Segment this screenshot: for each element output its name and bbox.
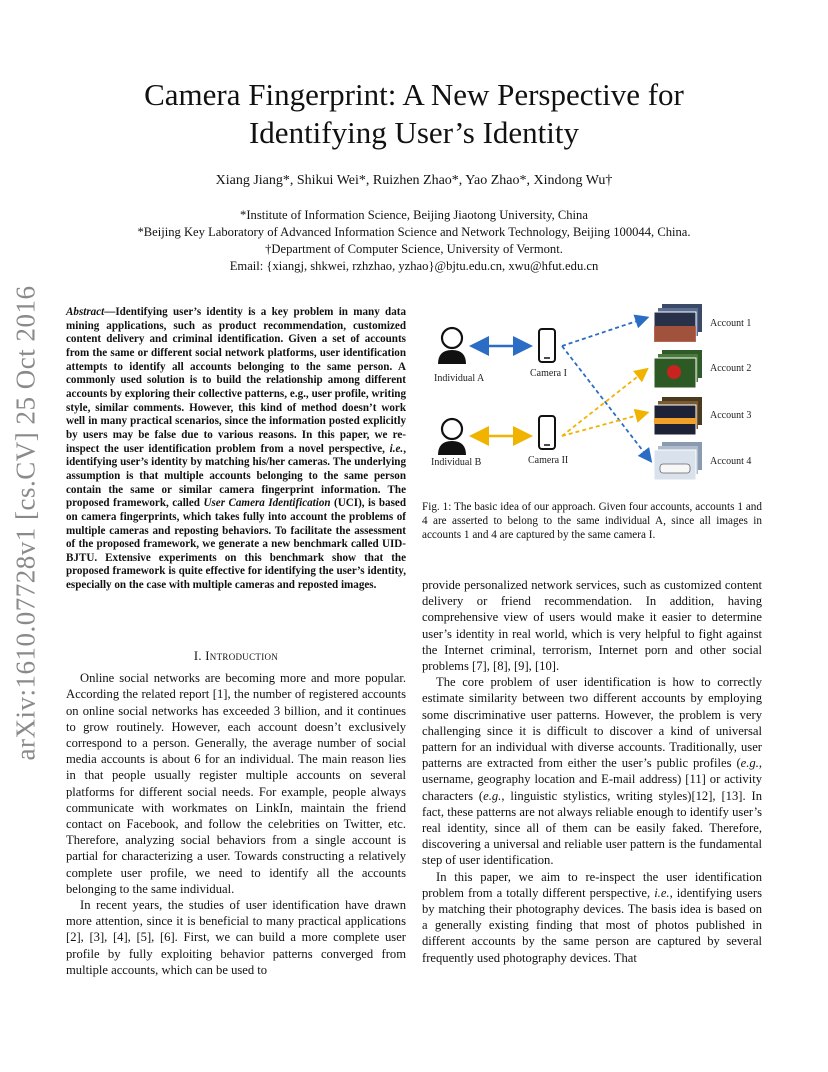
- paragraph: Online social networks are becoming more and more popular. According the related report [1], the number of registered accounts on online social networks has exceeded 3 billion, and it continues to grow routinely. However, each account doesn’t exclusively correspond to a person. Generally, the average number of social media accounts is about 6 for an individual. The main reason lies in that people usually register multiple accounts on several platforms for different social needs. For example, people always communicate with workmates on LinkIn, maintain the friend contact on Facebook, and follow the celebrities on Twitter, etc. Therefore, analyzing social behaviors from a single account is partial for characterizing a user. Towards constructing a relatively complete user profile, we need to identify all the accounts belonging to the same individual.: [66, 671, 406, 896]
- link-arrow: [562, 413, 646, 436]
- paper-title: Camera Fingerprint: A New Perspective for Identifying User’s Identity: [144, 77, 684, 150]
- email-line: Email: {xiangj, shkwei, rzhzhao, yzhao}@bjtu.edu.cn, xwu@hfut.edu.cn: [229, 259, 599, 273]
- photo-stack-4: [654, 442, 702, 480]
- account-1-label: Account 1: [710, 318, 752, 329]
- paragraph: In this paper, we aim to re-inspect the user identification problem from a totally different perspective, i.e., identifying users by matching their photography devices. The basis idea is based on a generally existing finding that most of photos published in different accounts by the same person are captured by several frequently used photography devices. That: [422, 869, 762, 965]
- link-arrow: [562, 370, 646, 436]
- paragraph: The core problem of user identification is how to correctly estimate similarity between two different accounts by employing some discriminative user patterns. However, the problem is very challenging since it is difficult to discover a kind of universal pattern for an individual with diverse accounts. Traditionally, user patterns are extracted from either the user’s public profiles (e.g., username, geography location and E-mail address) [11] or activity characters (e.g., linguistic stylistics, writing styles)[12], [13]. In fact, these patterns are not always reliable enough to identify user’s real identity, since all of them can be easily faked. Therefore, discovering a universal and reliable user pattern is the fundamental step of user identification.: [422, 675, 762, 868]
- affiliation: *Institute of Information Science, Beijing Jiaotong University, China: [240, 208, 588, 222]
- photo-stack-2: [654, 350, 702, 388]
- person-icon: [438, 328, 466, 364]
- photo-stack-1: [654, 304, 702, 342]
- camera-2-label: Camera II: [528, 455, 569, 466]
- figure-caption: Fig. 1: The basic idea of our approach. Given four accounts, accounts 1 and 4 are asserted to belong to the same individual A, since all images in accounts 1 and 4 are captured by the same camera I.: [422, 501, 762, 541]
- individual-a-label: Individual A: [434, 373, 485, 384]
- affiliations: [60, 207, 768, 275]
- camera-1-label: Camera I: [530, 368, 567, 379]
- introduction-column: [66, 640, 406, 978]
- link-arrow: [562, 318, 646, 346]
- section-heading: I. Introduction: [193, 649, 279, 663]
- account-4-label: Account 4: [710, 456, 752, 467]
- right-column: [422, 577, 762, 966]
- account-2-label: Account 2: [710, 363, 752, 374]
- arxiv-stamp: arXiv:1610.07728v1 [cs.CV] 25 Oct 2016: [10, 285, 41, 761]
- phone-icon: [539, 416, 555, 449]
- link-arrow: [562, 346, 650, 460]
- photo-stack-3: [654, 397, 702, 435]
- affiliation: †Department of Computer Science, University of Vermont.: [265, 242, 563, 256]
- figure-1: [422, 300, 768, 490]
- abstract: Abstract—Identifying user’s identity is a key problem in many data mining applications, such as product recommendation, customized content delivery and criminal identification. Given a set of accounts from the same or different social network platforms, user identification attempts to identify all accounts belonging to the same person. A commonly used solution is to build the relationship among different accounts by exploring their collective patterns, e.g., user profile, writing style, similar comments. However, this kind of method doesn’t work well in many practical scenarios, since the information posted explicitly by users may be false due to various reasons. In this paper, we re-inspect the user identification problem from a novel perspective, i.e., identifying user’s identity by matching his/her cameras. The underlying assumption is that multiple accounts belonging to the same person contain the same or similar camera fingerprint information. The proposed framework, called User Camera Identification (UCI), is based on camera fingerprints, which takes fully into account the problems of multiple cameras and reposting behaviors. To facilitate the assessment of the proposed framework, we generate a new benchmark called UID-BJTU. Extensive experiments on this benchmark show that the proposed framework is quite effective for identifying the user’s identity, especially on the case with multiple cameras and reposted images.: [66, 306, 407, 592]
- person-icon: [438, 419, 466, 455]
- paragraph: In recent years, the studies of user identification have drawn more attention, since it is beneficial to many practical applications [2], [3], [4], [5], [6]. First, we can build a more complete user profile by fully exploiting behavior patterns converged from multiple accounts, which can be used to: [66, 898, 406, 977]
- individual-b-label: Individual B: [431, 457, 482, 468]
- author-list: Xiang Jiang*, Shikui Wei*, Ruizhen Zhao*, Yao Zhao*, Xindong Wu†: [215, 173, 613, 188]
- phone-icon: [539, 329, 555, 362]
- account-3-label: Account 3: [710, 410, 752, 421]
- affiliation: *Beijing Key Laboratory of Advanced Information Science and Network Technology, Beijing 100044, China.: [137, 225, 691, 239]
- paragraph: provide personalized network services, such as customized content delivery or friend recommendation. In addition, having comprehensive view of users would make it easier to determine user’s identity in real world, which is very helpful to fight against the Internet criminal, terrorism, Internet porn and other social problems [7], [8], [9], [10].: [422, 578, 762, 674]
